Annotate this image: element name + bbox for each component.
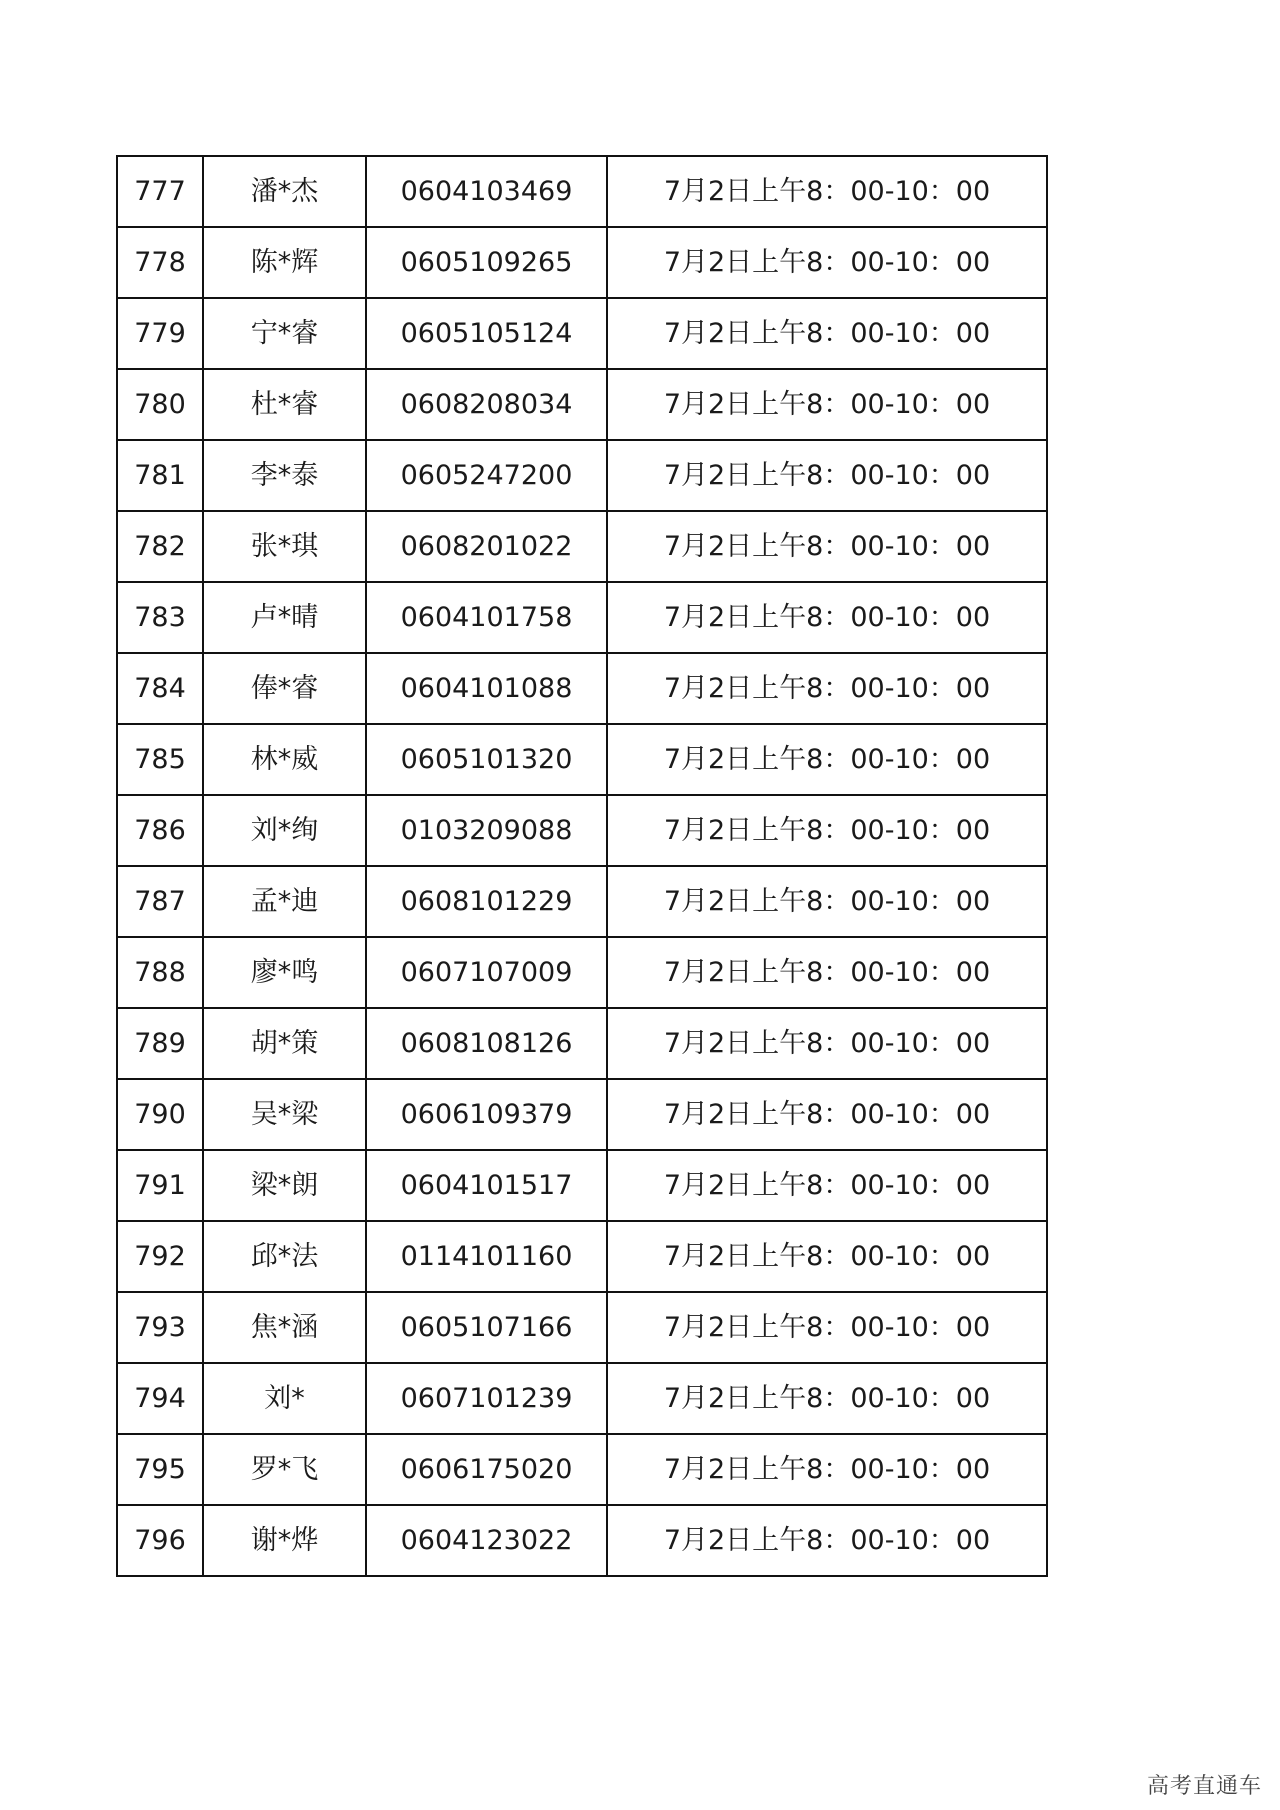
table-row — [117, 1079, 1047, 1150]
table-row — [117, 511, 1047, 582]
candidate-id-cell: 0114101160 — [366, 1221, 607, 1292]
row-number-cell: 787 — [117, 866, 203, 937]
roster-table — [116, 155, 1048, 1577]
exam-time-cell: 7月2日上午8：00-10：00 — [607, 298, 1047, 369]
candidate-id-cell: 0604103469 — [366, 156, 607, 227]
row-number-cell: 793 — [117, 1292, 203, 1363]
table-row — [117, 1150, 1047, 1221]
row-number-cell: 792 — [117, 1221, 203, 1292]
candidate-name-cell: 罗*飞 — [203, 1434, 366, 1505]
exam-time-cell: 7月2日上午8：00-10：00 — [607, 369, 1047, 440]
row-number-cell: 779 — [117, 298, 203, 369]
exam-time-cell: 7月2日上午8：00-10：00 — [607, 795, 1047, 866]
exam-time-cell: 7月2日上午8：00-10：00 — [607, 1292, 1047, 1363]
row-number-cell: 781 — [117, 440, 203, 511]
exam-time-cell: 7月2日上午8：00-10：00 — [607, 440, 1047, 511]
candidate-id-cell: 0605107166 — [366, 1292, 607, 1363]
table-row — [117, 298, 1047, 369]
table-row — [117, 937, 1047, 1008]
table-row — [117, 724, 1047, 795]
candidate-id-cell: 0604101517 — [366, 1150, 607, 1221]
candidate-name-cell: 吴*梁 — [203, 1079, 366, 1150]
candidate-name-cell: 刘* — [203, 1363, 366, 1434]
row-number-cell: 778 — [117, 227, 203, 298]
exam-time-cell: 7月2日上午8：00-10：00 — [607, 866, 1047, 937]
candidate-id-cell: 0608108126 — [366, 1008, 607, 1079]
exam-time-cell: 7月2日上午8：00-10：00 — [607, 227, 1047, 298]
row-number-cell: 794 — [117, 1363, 203, 1434]
table-row — [117, 369, 1047, 440]
row-number-cell: 786 — [117, 795, 203, 866]
table-row — [117, 1292, 1047, 1363]
candidate-id-cell: 0605105124 — [366, 298, 607, 369]
row-number-cell: 789 — [117, 1008, 203, 1079]
candidate-name-cell: 杜*睿 — [203, 369, 366, 440]
candidate-name-cell: 邱*法 — [203, 1221, 366, 1292]
candidate-name-cell: 孟*迪 — [203, 866, 366, 937]
candidate-id-cell: 0605109265 — [366, 227, 607, 298]
row-number-cell: 782 — [117, 511, 203, 582]
candidate-id-cell: 0605247200 — [366, 440, 607, 511]
candidate-name-cell: 谢*烨 — [203, 1505, 366, 1576]
row-number-cell: 795 — [117, 1434, 203, 1505]
table-row — [117, 653, 1047, 724]
candidate-name-cell: 陈*辉 — [203, 227, 366, 298]
row-number-cell: 785 — [117, 724, 203, 795]
candidate-name-cell: 廖*鸣 — [203, 937, 366, 1008]
table-row — [117, 227, 1047, 298]
candidate-name-cell: 宁*睿 — [203, 298, 366, 369]
exam-time-cell: 7月2日上午8：00-10：00 — [607, 582, 1047, 653]
table-row — [117, 1221, 1047, 1292]
row-number-cell: 784 — [117, 653, 203, 724]
watermark-text: 高考直通车 — [1146, 1774, 1262, 1799]
table-row — [117, 1008, 1047, 1079]
exam-time-cell: 7月2日上午8：00-10：00 — [607, 511, 1047, 582]
candidate-name-cell: 刘*绚 — [203, 795, 366, 866]
exam-time-cell: 7月2日上午8：00-10：00 — [607, 1505, 1047, 1576]
table-row — [117, 440, 1047, 511]
table-row — [117, 1434, 1047, 1505]
table-row — [117, 1505, 1047, 1576]
candidate-name-cell: 焦*涵 — [203, 1292, 366, 1363]
row-number-cell: 791 — [117, 1150, 203, 1221]
table-row — [117, 1363, 1047, 1434]
candidate-id-cell: 0604101088 — [366, 653, 607, 724]
candidate-id-cell: 0605101320 — [366, 724, 607, 795]
candidate-name-cell: 张*琪 — [203, 511, 366, 582]
candidate-id-cell: 0608101229 — [366, 866, 607, 937]
exam-time-cell: 7月2日上午8：00-10：00 — [607, 156, 1047, 227]
candidate-name-cell: 潘*杰 — [203, 156, 366, 227]
candidate-id-cell: 0604101758 — [366, 582, 607, 653]
table-row — [117, 795, 1047, 866]
candidate-name-cell: 卢*晴 — [203, 582, 366, 653]
row-number-cell: 788 — [117, 937, 203, 1008]
candidate-id-cell: 0604123022 — [366, 1505, 607, 1576]
candidate-id-cell: 0606109379 — [366, 1079, 607, 1150]
candidate-name-cell: 李*泰 — [203, 440, 366, 511]
row-number-cell: 780 — [117, 369, 203, 440]
exam-time-cell: 7月2日上午8：00-10：00 — [607, 1363, 1047, 1434]
candidate-id-cell: 0607101239 — [366, 1363, 607, 1434]
exam-time-cell: 7月2日上午8：00-10：00 — [607, 1008, 1047, 1079]
candidate-id-cell: 0606175020 — [366, 1434, 607, 1505]
candidate-id-cell: 0607107009 — [366, 937, 607, 1008]
candidate-id-cell: 0608201022 — [366, 511, 607, 582]
candidate-id-cell: 0103209088 — [366, 795, 607, 866]
exam-time-cell: 7月2日上午8：00-10：00 — [607, 1079, 1047, 1150]
candidate-name-cell: 俸*睿 — [203, 653, 366, 724]
row-number-cell: 777 — [117, 156, 203, 227]
table-row — [117, 866, 1047, 937]
row-number-cell: 796 — [117, 1505, 203, 1576]
exam-time-cell: 7月2日上午8：00-10：00 — [607, 1221, 1047, 1292]
exam-time-cell: 7月2日上午8：00-10：00 — [607, 724, 1047, 795]
exam-time-cell: 7月2日上午8：00-10：00 — [607, 1150, 1047, 1221]
table-row — [117, 582, 1047, 653]
exam-time-cell: 7月2日上午8：00-10：00 — [607, 1434, 1047, 1505]
exam-time-cell: 7月2日上午8：00-10：00 — [607, 937, 1047, 1008]
candidate-name-cell: 梁*朗 — [203, 1150, 366, 1221]
exam-time-cell: 7月2日上午8：00-10：00 — [607, 653, 1047, 724]
candidate-name-cell: 林*威 — [203, 724, 366, 795]
row-number-cell: 783 — [117, 582, 203, 653]
table-row — [117, 156, 1047, 227]
candidate-name-cell: 胡*策 — [203, 1008, 366, 1079]
candidate-id-cell: 0608208034 — [366, 369, 607, 440]
roster-table-body — [117, 156, 1047, 1576]
row-number-cell: 790 — [117, 1079, 203, 1150]
